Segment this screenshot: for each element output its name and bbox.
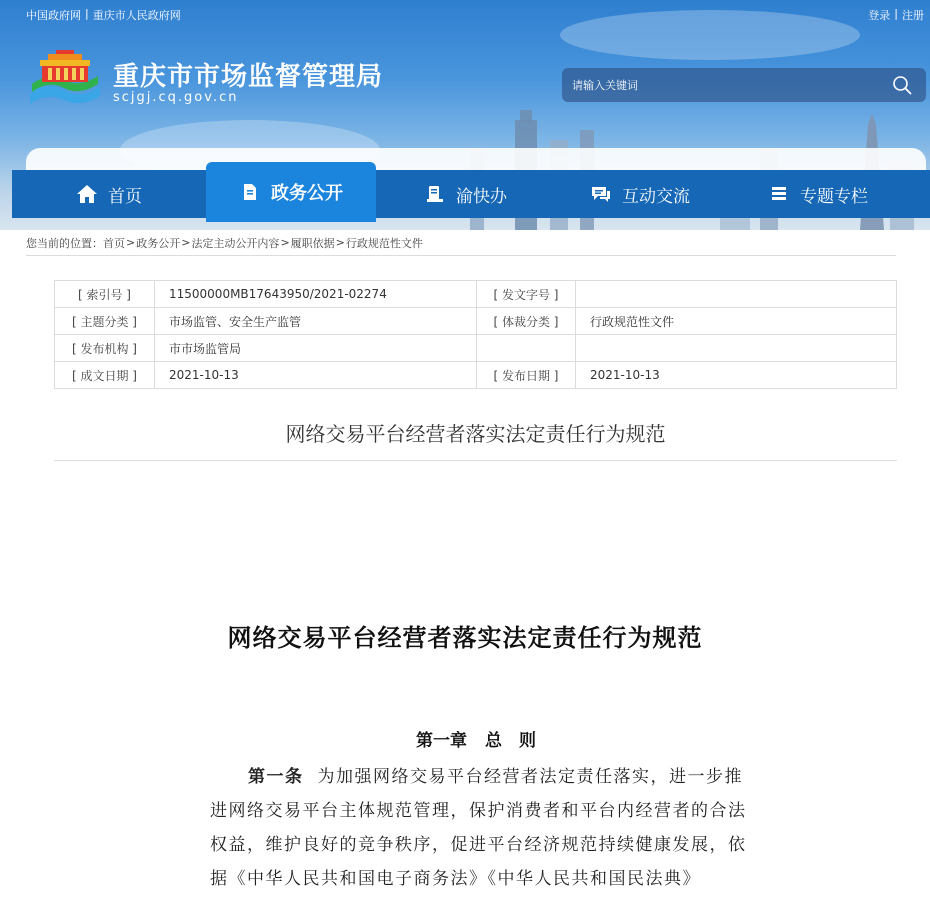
breadcrumb-sep: > [280, 236, 290, 249]
login-link[interactable]: 登录 [868, 9, 891, 22]
meta-key: [ 发布机构 ] [55, 335, 155, 362]
table-row [55, 308, 897, 335]
document-title: 网络交易平台经营者落实法定责任行为规范 [285, 422, 666, 446]
article-label: 第一条 [248, 767, 304, 787]
link-separator: | [85, 7, 89, 20]
meta-key: [ 索引号 ] [55, 281, 155, 308]
nav-label: 首页 [108, 186, 142, 207]
site-domain: scjgj.cq.gov.cn [113, 90, 239, 105]
chat-icon [590, 183, 612, 205]
article-title: 网络交易平台经营者落实法定责任行为规范 [227, 623, 703, 652]
chapter-number: 第一章 [416, 731, 467, 751]
title-divider [54, 460, 897, 461]
nav-item-home[interactable] [76, 170, 142, 218]
top-bar [0, 0, 930, 28]
table-row [55, 281, 897, 308]
stack-icon [768, 183, 790, 205]
user-links [868, 7, 924, 23]
nav-label: 互动交流 [622, 186, 690, 207]
meta-value: 市市场监管局 [155, 335, 477, 362]
table-row [55, 335, 897, 362]
meta-value [576, 281, 897, 308]
chapter-heading [0, 726, 930, 751]
nav-label: 政务公开 [271, 183, 343, 204]
breadcrumb-item-basis[interactable]: 履职依据 [290, 236, 335, 250]
user-link-separator: | [894, 7, 898, 20]
nav-item-special-topics[interactable] [768, 170, 868, 218]
meta-key: [ 发文字号 ] [477, 281, 576, 308]
nav-item-gov-affairs[interactable] [206, 162, 376, 222]
search-box [562, 68, 926, 102]
home-icon [76, 183, 98, 205]
article-text: 为加强网络交易平台经营者法定责任落实，进一步推进网络交易平台主体规范管理，保护消费者和平台内经营者的合法权益，维护良好的竞争秩序，促进平台经济规范持续健康发展，依据《中华人民共和国电子商务法》《中华人民共和国民法典》 [210, 767, 747, 889]
meta-key: [ 体裁分类 ] [477, 308, 576, 335]
main-nav [12, 170, 930, 218]
meta-value: 市场监管、安全生产监管 [155, 308, 477, 335]
link-cq-gov[interactable]: 重庆市人民政府网 [92, 9, 181, 22]
chapter-name: 总 则 [485, 731, 536, 751]
nav-label: 渝快办 [456, 186, 507, 207]
breadcrumb-sep: > [126, 236, 136, 249]
breadcrumb-item-normative-docs[interactable]: 行政规范性文件 [345, 236, 423, 250]
search-input[interactable] [572, 76, 872, 94]
service-icon [424, 183, 446, 205]
breadcrumb-sep: > [181, 236, 191, 249]
meta-value [576, 335, 897, 362]
meta-key [477, 335, 576, 362]
breadcrumb-item-statutory[interactable]: 法定主动公开内容 [191, 236, 280, 250]
site-title[interactable]: 重庆市市场监督管理局 [113, 62, 384, 92]
meta-key: [ 成文日期 ] [55, 362, 155, 389]
breadcrumb [26, 230, 896, 256]
article-paragraph [210, 760, 750, 896]
search-icon[interactable] [892, 75, 912, 95]
document-icon [239, 181, 261, 203]
meta-value: 2021-10-13 [155, 362, 477, 389]
meta-key: [ 发布日期 ] [477, 362, 576, 389]
breadcrumb-item-home[interactable]: 首页 [103, 236, 125, 250]
site-logo-icon[interactable] [26, 50, 104, 110]
meta-value: 11500000MB17643950/2021-02274 [155, 281, 477, 308]
nav-label: 专题专栏 [800, 186, 868, 207]
document-meta-table [54, 280, 897, 389]
register-link[interactable]: 注册 [902, 9, 924, 22]
meta-value: 行政规范性文件 [576, 308, 897, 335]
breadcrumb-prefix: 您当前的位置： [26, 236, 103, 250]
top-links [26, 7, 181, 23]
meta-key: [ 主题分类 ] [55, 308, 155, 335]
nav-item-interaction[interactable] [590, 170, 690, 218]
breadcrumb-item-gov-affairs[interactable]: 政务公开 [136, 236, 181, 250]
link-gov-cn[interactable]: 中国政府网 [26, 9, 81, 22]
breadcrumb-sep: > [335, 236, 345, 249]
meta-value: 2021-10-13 [576, 362, 897, 389]
nav-item-quick-service[interactable] [424, 170, 507, 218]
table-row [55, 362, 897, 389]
